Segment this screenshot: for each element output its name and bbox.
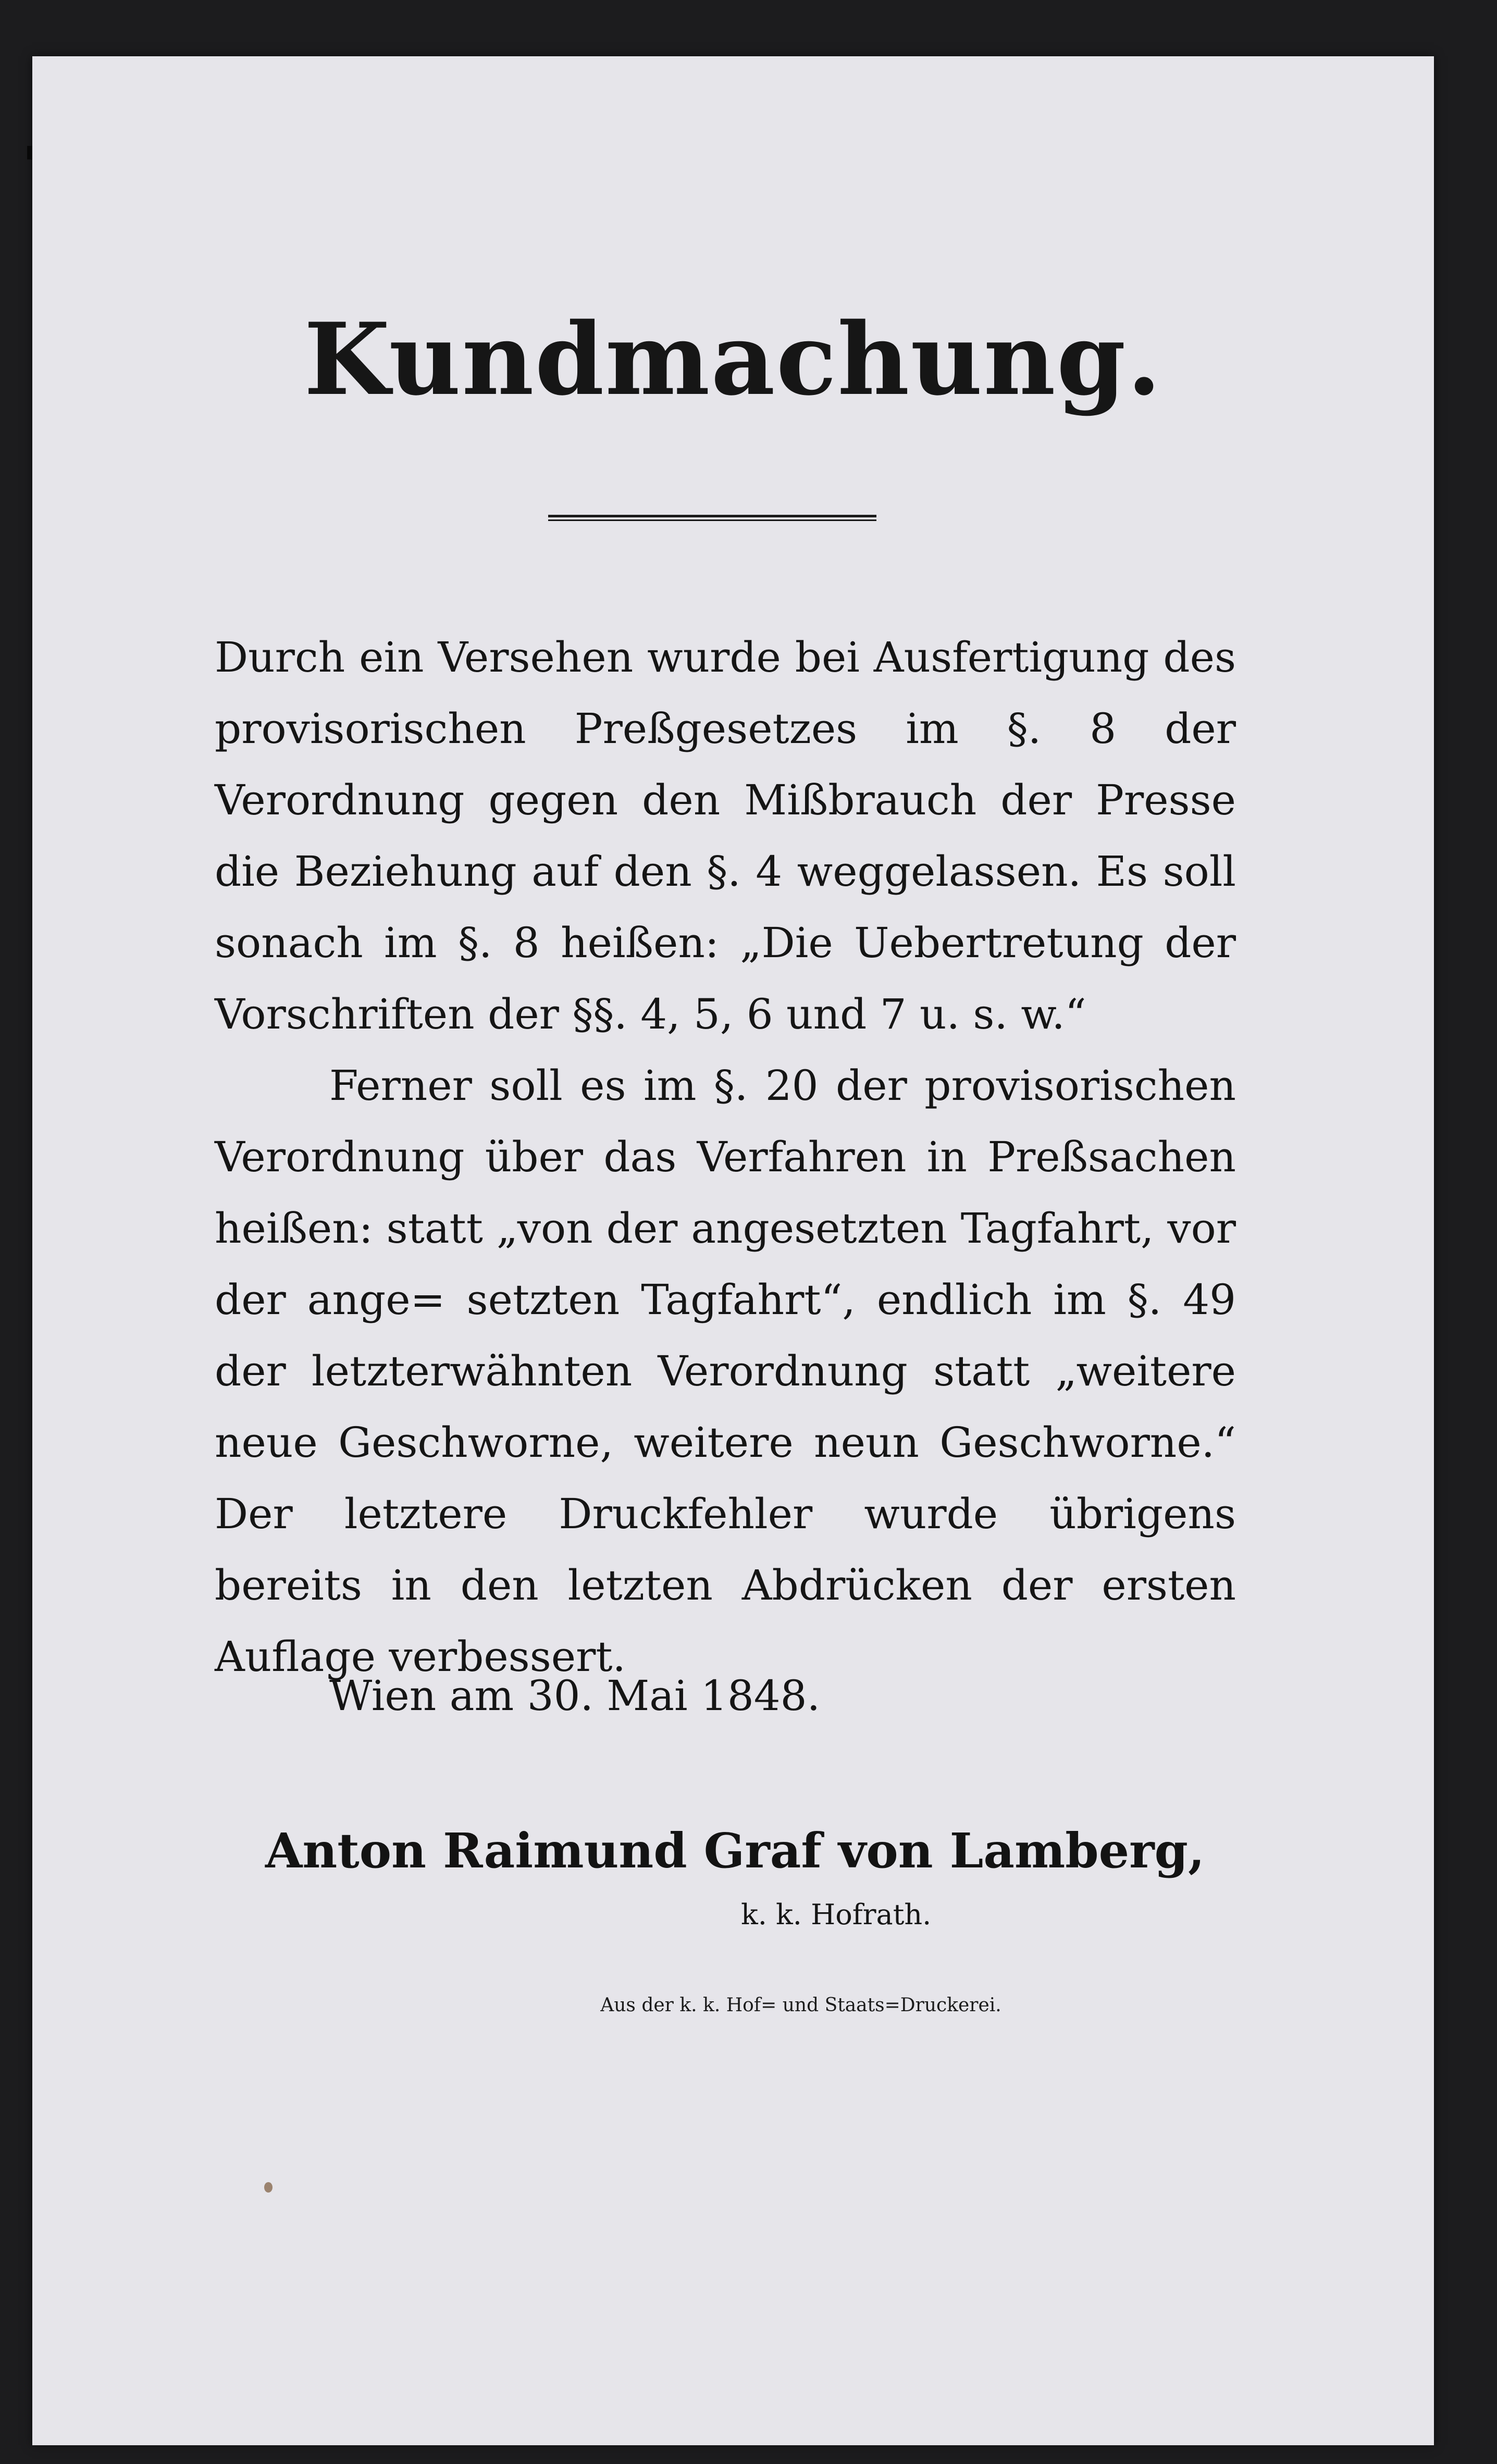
title-divider	[548, 513, 876, 525]
paragraph-2: Ferner soll es im §. 20 der provisorischen Verordnung über das Verfahren in Preßsachen heißen: statt „von der angesetzten Tagfahrt, vor der ange= setzten Tagfahrt“, endlich im §. 49 der letzterwähnten Verordnung statt „weitere neue Geschworne, weitere neun Geschworne.“ Der letztere Druckfehler wurde übrigens bereits in den letzten Abdrücken der ersten Auflage verbessert.	[215, 1061, 1236, 1681]
document-sheet	[32, 56, 1434, 2445]
printer-imprint: Aus der k. k. Hof= und Staats=Druckerei.	[600, 1995, 1001, 2016]
document-body	[215, 622, 1236, 1692]
document-title: Kundmachung.	[304, 301, 1162, 417]
date-line: Wien am 30. Mai 1848.	[329, 1671, 820, 1720]
paragraph-1: Durch ein Versehen wurde bei Ausfertigung des provisorischen Preßgesetzes im §. 8 der Verordnung gegen den Mißbrauch der Presse die Beziehung auf den §. 4 weggelassen. Es soll sonach im §. 8 heißen: „Die Uebertretung der Vorschriften der §§. 4, 5, 6 und 7 u. s. w.“	[215, 633, 1236, 1038]
paper-stain	[264, 2182, 273, 2193]
signature-title: k. k. Hofrath.	[741, 1898, 932, 1931]
signature-name: Anton Raimund Graf von Lamberg,	[265, 1823, 1205, 1879]
binding-edge-mark	[27, 146, 32, 159]
